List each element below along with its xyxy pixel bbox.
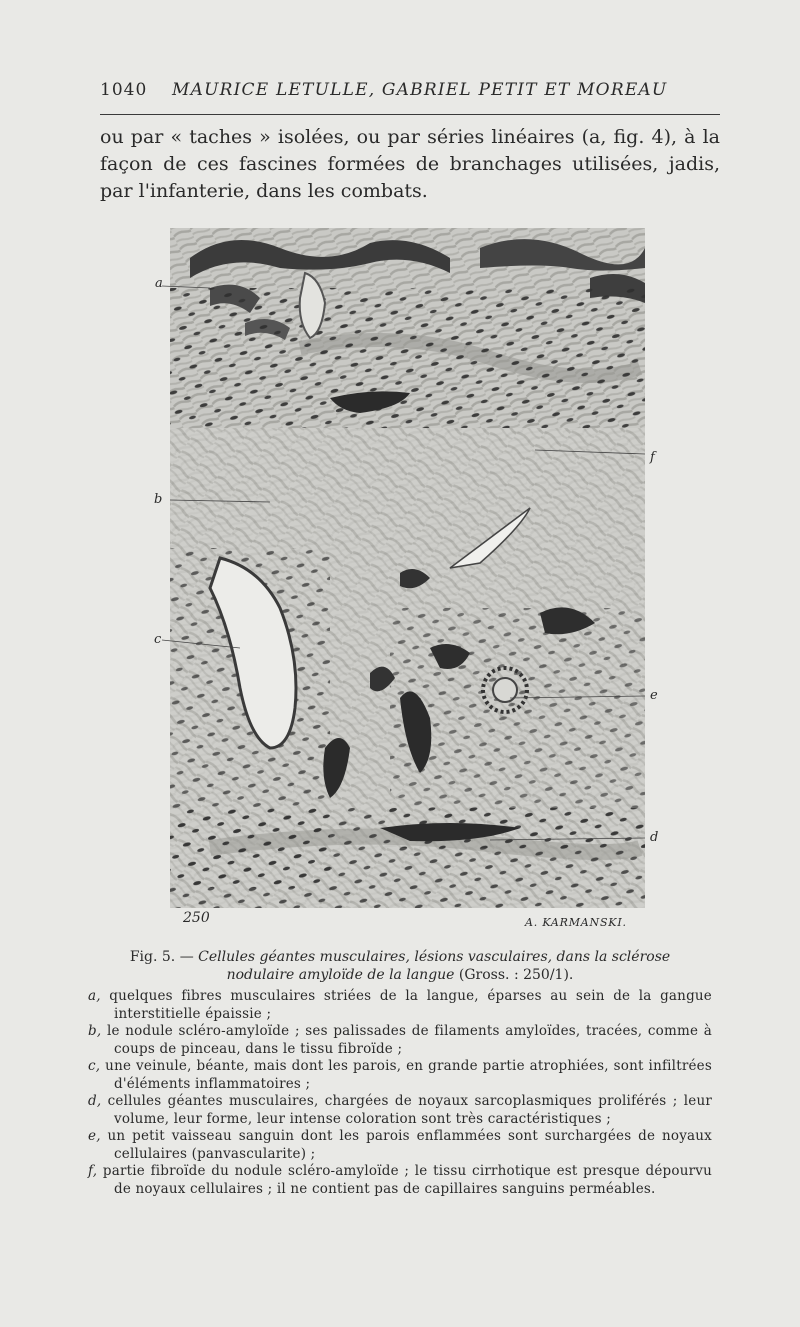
running-head-authors: MAURICE LETULLE, GABRIEL PETIT ET MOREAU [172,80,668,100]
legend-item-c: c, une veinule, béante, mais dont les parois, en grande partie atrophiées, sont infiltrées d'éléments inflammatoires ; [88,1058,712,1092]
legend-item-f: f, partie fibroïde du nodule scléro-amyloïde ; le tissu cirrhotique est presque dépourvu de noyaux cellulaires ; il ne contient pas de capillaires sanguins perméables. [88,1163,712,1197]
caption-title-italic: Cellules géantes musculaires, lésions vasculaires, dans la sclérose nodulaire amyloïde de la langue [198,949,671,983]
histology-illustration [150,228,660,918]
caption-fig-ref: Fig. 5. — [129,949,194,965]
caption-title-tail: (Gross. : 250/1). [454,967,574,983]
figure-label-f: f [650,450,655,465]
running-head [100,78,720,104]
body-paragraph: ou par « taches » isolées, ou par séries linéaires (a, fig. 4), à la façon de ces fascines formées de branchages utilisées, jadis, par l'infanterie, dans les combats. [100,126,720,202]
figure-label-e: e [650,688,658,703]
header-rule [100,114,720,115]
figure-label-b: b [154,492,163,507]
page-number: 1040 [100,80,148,100]
figure-label-c: c [154,632,162,647]
figure-label-a: a [155,276,163,291]
figure-artist: A. KARMANSKI. [525,916,627,929]
legend-item-a: a, quelques fibres musculaires striées de la langue, éparses au sein de la gangue interstitielle épaissie ; [88,988,712,1022]
caption-title [88,948,712,984]
legend-item-b: b, le nodule scléro-amyloïde ; ses palissades de filaments amyloïdes, tracées, comme à coups de pinceau, dans le tissu fibroïde ; [88,1023,712,1057]
figure-scale: 250 [183,910,210,926]
figure-label-d: d [650,830,659,845]
figure-caption [88,948,712,1198]
legend-item-d: d, cellules géantes musculaires, chargées de noyaux sarcoplasmiques proliférés ; leur volume, leur forme, leur intense coloration sont très caractéristiques ; [88,1093,712,1127]
legend-item-e: e, un petit vaisseau sanguin dont les parois enflammées sont surchargées de noyaux cellulaires (panvascularite) ; [88,1128,712,1162]
histology-figure [150,228,660,918]
